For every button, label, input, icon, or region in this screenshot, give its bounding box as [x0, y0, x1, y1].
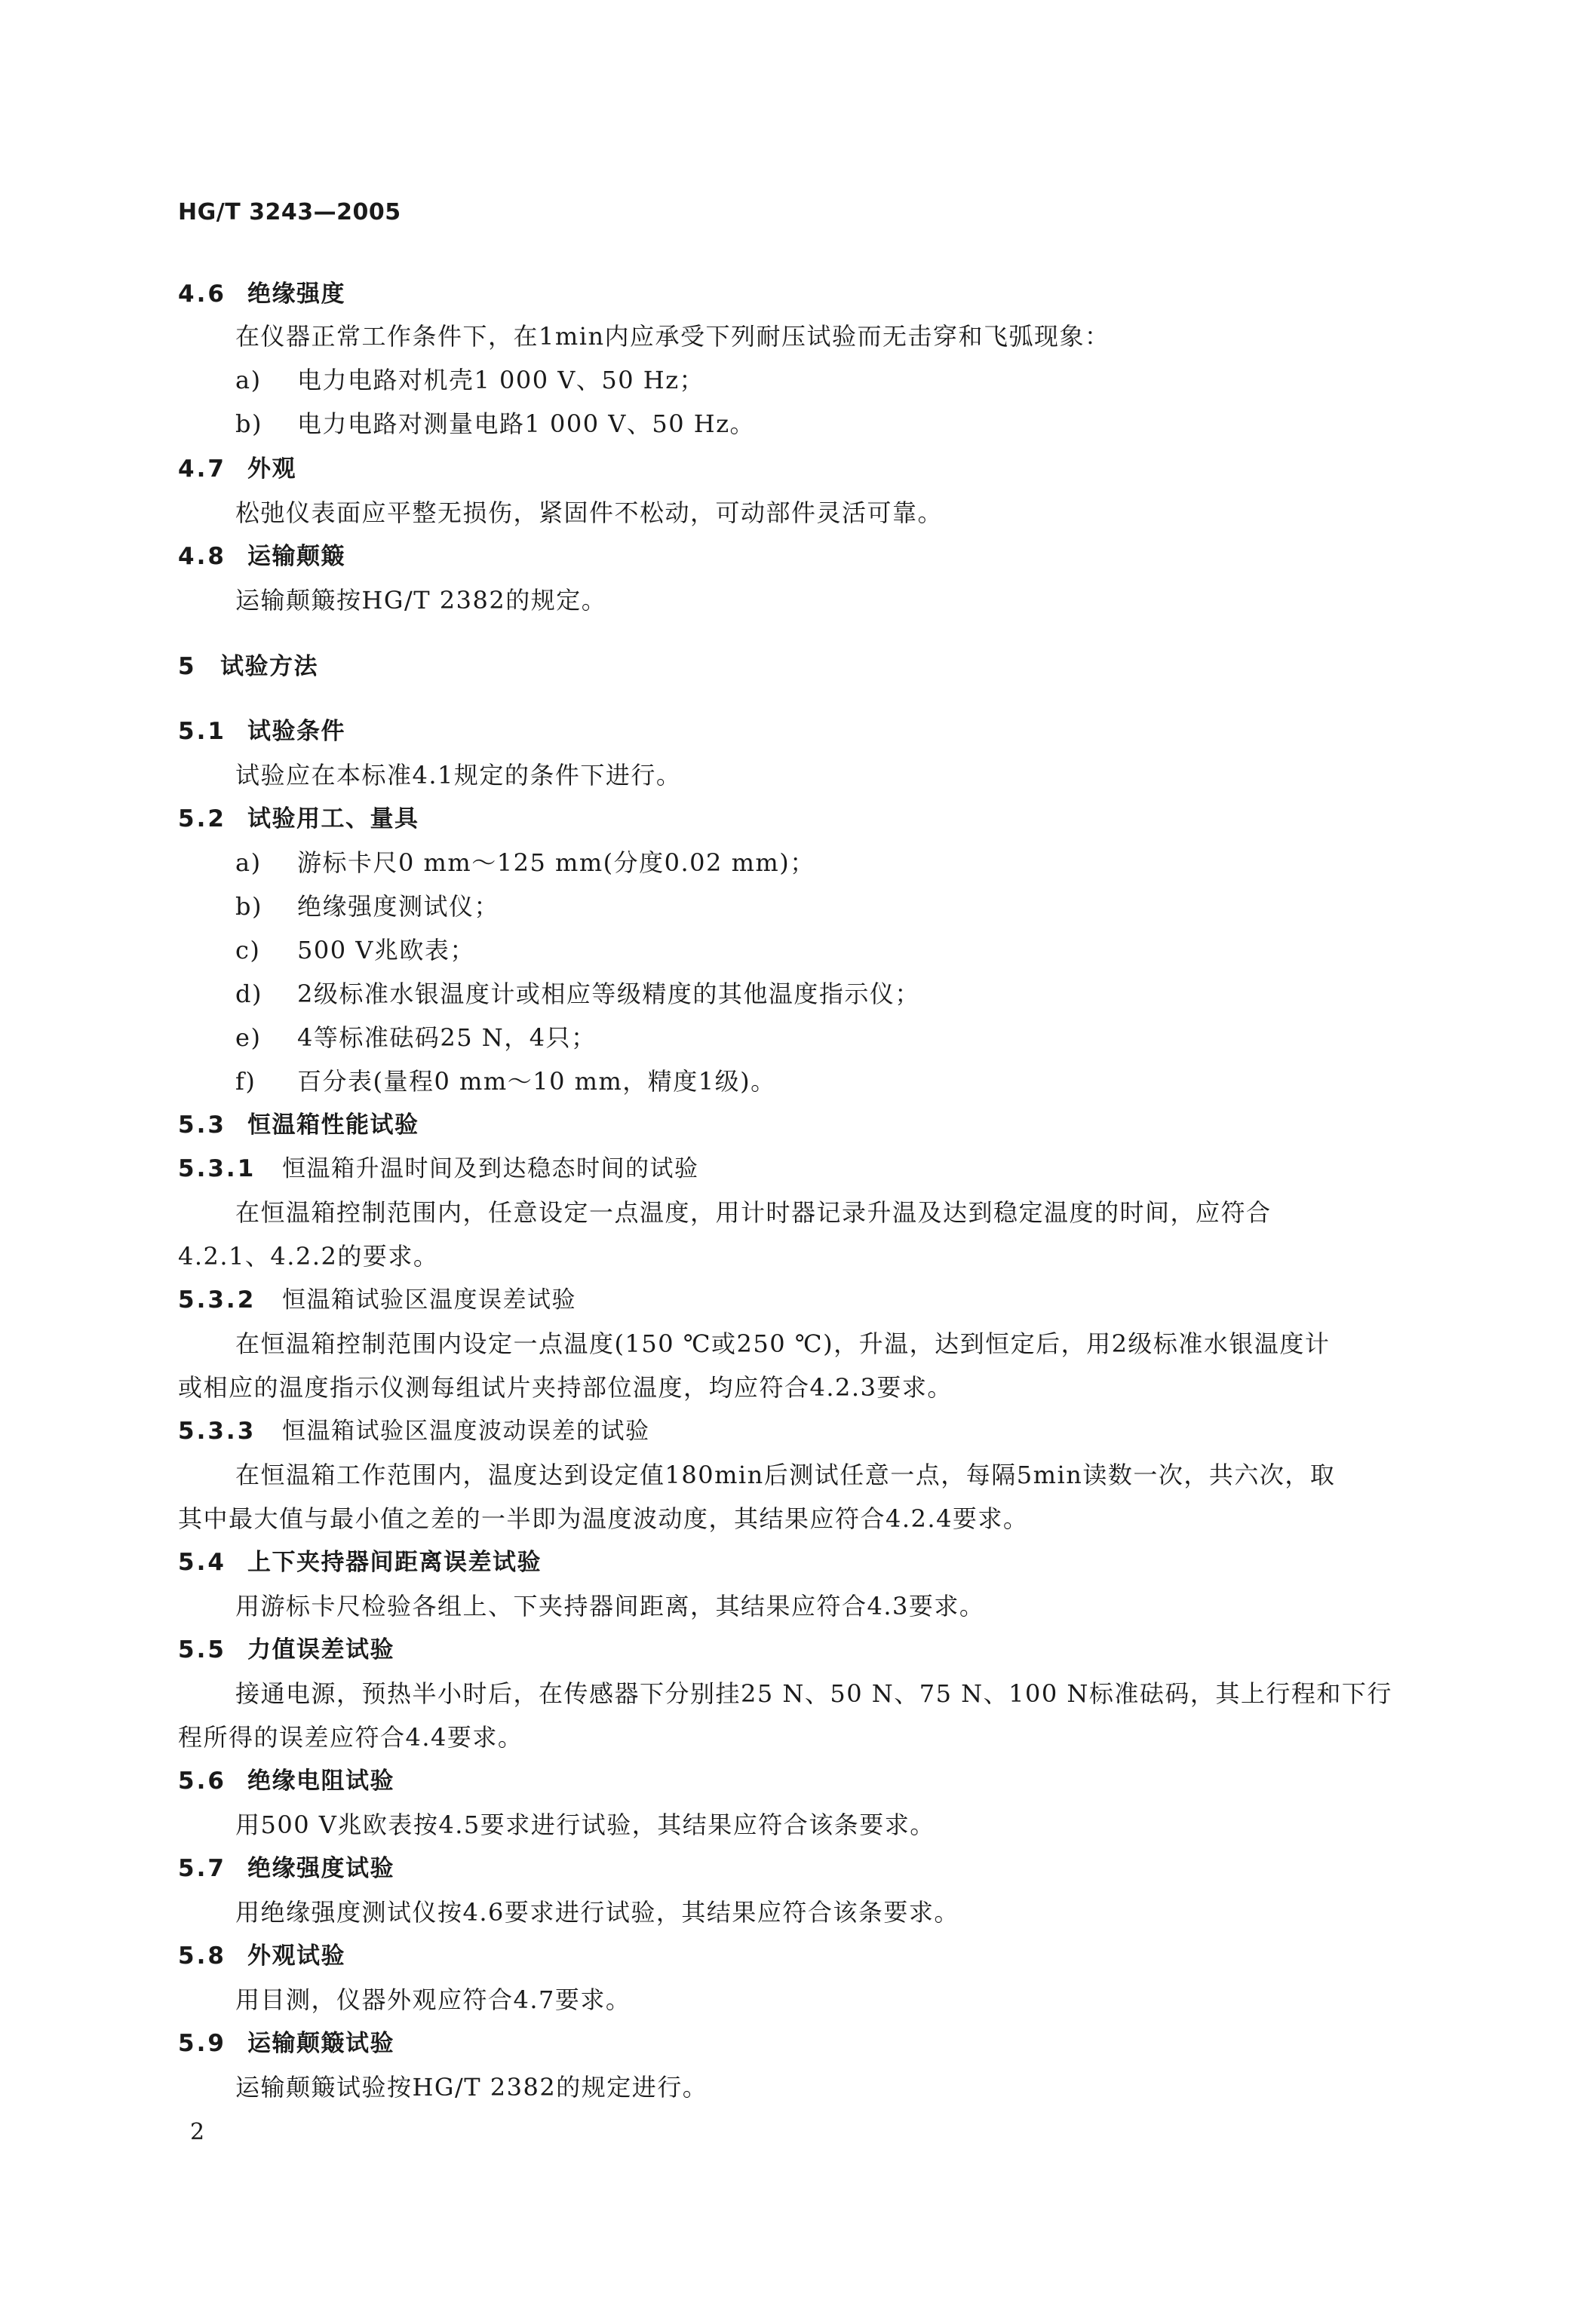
- section-title: 恒温箱性能试验: [247, 1111, 419, 1139]
- list-item: [235, 1066, 776, 1096]
- list-item-text: 电力电路对测量电路1 000 V、50 Hz。: [297, 409, 756, 438]
- section-5-5-heading: [178, 1635, 394, 1665]
- list-item: [235, 848, 815, 878]
- paragraph-line: 其中最大值与最小值之差的一半即为温度波动度，其结果应符合4.2.4要求。: [178, 1504, 1029, 1533]
- paragraph-line: 在恒温箱控制范围内，任意设定一点温度，用计时器记录升温及达到稳定温度的时间，应符合: [235, 1198, 1272, 1227]
- list-marker: b): [235, 409, 262, 438]
- list-item: [235, 979, 920, 1009]
- section-number: 5: [178, 653, 196, 680]
- section-5-7-heading: [178, 1853, 394, 1884]
- section-title: 上下夹持器间距离误差试验: [247, 1549, 542, 1576]
- list-item: [235, 935, 475, 965]
- section-number: 5.2: [178, 805, 226, 832]
- list-item-text: 500 V兆欧表；: [297, 936, 475, 964]
- section-number: 5.6: [178, 1768, 226, 1795]
- section-number: 5.8: [178, 1942, 226, 1970]
- paragraph-line: 在恒温箱工作范围内，温度达到设定值180min后测试任意一点，每隔5min读数一次，共六次，取: [235, 1461, 1336, 1489]
- paragraph: 试验应在本标准4.1规定的条件下进行。: [235, 761, 682, 789]
- paragraph: 松弛仪表面应平整无损伤，紧固件不松动，可动部件灵活可靠。: [235, 498, 944, 527]
- paragraph: 运输颠簸按HG/T 2382的规定。: [235, 586, 607, 615]
- section-number: 5.4: [178, 1549, 226, 1576]
- list-item-text: 百分表(量程0 mm～10 mm，精度1级)。: [297, 1067, 776, 1096]
- section-5-3-heading: [178, 1110, 419, 1140]
- list-item-text: 电力电路对机壳1 000 V、50 Hz；: [297, 366, 705, 394]
- section-title: 力值误差试验: [247, 1636, 394, 1663]
- section-title: 试验条件: [247, 718, 345, 745]
- section-5-9-heading: [178, 2028, 394, 2059]
- section-4-7-heading: [178, 454, 296, 484]
- list-marker: c): [235, 936, 261, 964]
- paragraph: 用绝缘强度测试仪按4.6要求进行试验，其结果应符合该条要求。: [235, 1898, 959, 1927]
- section-title: 绝缘强度试验: [247, 1855, 394, 1882]
- paragraph-line: 在恒温箱控制范围内设定一点温度(150 ℃或250 ℃)，升温，达到恒定后，用2级标准水银温度计: [235, 1329, 1331, 1358]
- page-number: 2: [190, 2119, 206, 2145]
- paragraph-line: 程所得的误差应符合4.4要求。: [178, 1723, 523, 1752]
- section-5-2-heading: [178, 804, 419, 834]
- section-number: 5.5: [178, 1636, 226, 1663]
- section-title: 运输颠簸试验: [247, 2030, 394, 2057]
- list-item-text: 游标卡尺0 mm～125 mm(分度0.02 mm)；: [297, 848, 815, 877]
- section-5-4-heading: [178, 1547, 542, 1577]
- section-5-6-heading: [178, 1766, 394, 1796]
- paragraph: 用目测，仪器外观应符合4.7要求。: [235, 1985, 631, 2014]
- section-number: 5.3.2: [178, 1286, 256, 1314]
- list-marker: f): [235, 1067, 256, 1096]
- section-title: 运输颠簸: [247, 543, 345, 570]
- list-marker: a): [235, 366, 262, 394]
- section-title: 外观: [247, 455, 296, 483]
- standard-code: HG/T 3243—2005: [178, 199, 401, 225]
- section-title: 恒温箱试验区温度误差试验: [282, 1286, 576, 1314]
- section-number: 5.3: [178, 1111, 226, 1139]
- paragraph-line: 或相应的温度指示仪测每组试片夹持部位温度，均应符合4.2.3要求。: [178, 1373, 953, 1402]
- section-5-3-2-heading: [178, 1285, 576, 1315]
- list-marker: d): [235, 980, 262, 1008]
- section-number: 4.8: [178, 543, 226, 570]
- section-title: 绝缘强度: [247, 281, 345, 308]
- list-item-text: 4等标准砝码25 N，4只；: [297, 1023, 597, 1052]
- paragraph: 用游标卡尺检验各组上、下夹持器间距离，其结果应符合4.3要求。: [235, 1592, 985, 1620]
- section-number: 5.7: [178, 1855, 226, 1882]
- section-title: 恒温箱升温时间及到达稳态时间的试验: [282, 1155, 699, 1182]
- section-5-3-3-heading: [178, 1416, 650, 1446]
- section-number: 4.7: [178, 455, 226, 483]
- list-item: [235, 365, 704, 395]
- section-title: 外观试验: [247, 1942, 345, 1970]
- section-number: 5.1: [178, 718, 226, 745]
- list-item: [235, 891, 499, 921]
- paragraph: 运输颠簸试验按HG/T 2382的规定进行。: [235, 2073, 708, 2102]
- section-number: 5.3.1: [178, 1155, 256, 1182]
- section-title: 绝缘电阻试验: [247, 1768, 394, 1795]
- paragraph-line: 接通电源，预热半小时后，在传感器下分别挂25 N、50 N、75 N、100 N标准砝码，其上行程和下行: [235, 1679, 1392, 1708]
- paragraph: 用500 V兆欧表按4.5要求进行试验，其结果应符合该条要求。: [235, 1810, 935, 1839]
- list-marker: e): [235, 1023, 262, 1052]
- list-item: [235, 409, 755, 439]
- section-number: 5.9: [178, 2030, 226, 2057]
- section-5-3-1-heading: [178, 1154, 699, 1184]
- paragraph: 在仪器正常工作条件下，在1min内应承受下列耐压试验而无击穿和飞弧现象：: [235, 322, 1110, 351]
- section-number: 5.3.3: [178, 1418, 256, 1445]
- section-5-1-heading: [178, 716, 345, 747]
- section-title: 试验用工、量具: [247, 805, 419, 832]
- section-5-8-heading: [178, 1941, 345, 1971]
- section-4-6-heading: [178, 279, 345, 309]
- chapter-5-heading: [178, 652, 318, 682]
- section-title: 试验方法: [220, 653, 318, 680]
- section-number: 4.6: [178, 281, 226, 308]
- paragraph-line: 4.2.1、4.2.2的要求。: [178, 1242, 439, 1271]
- section-4-8-heading: [178, 541, 345, 572]
- list-item: [235, 1022, 597, 1053]
- list-marker: a): [235, 848, 262, 877]
- section-title: 恒温箱试验区温度波动误差的试验: [282, 1418, 650, 1445]
- list-item-text: 绝缘强度测试仪；: [297, 892, 500, 921]
- list-marker: b): [235, 892, 262, 921]
- list-item-text: 2级标准水银温度计或相应等级精度的其他温度指示仪；: [297, 980, 920, 1008]
